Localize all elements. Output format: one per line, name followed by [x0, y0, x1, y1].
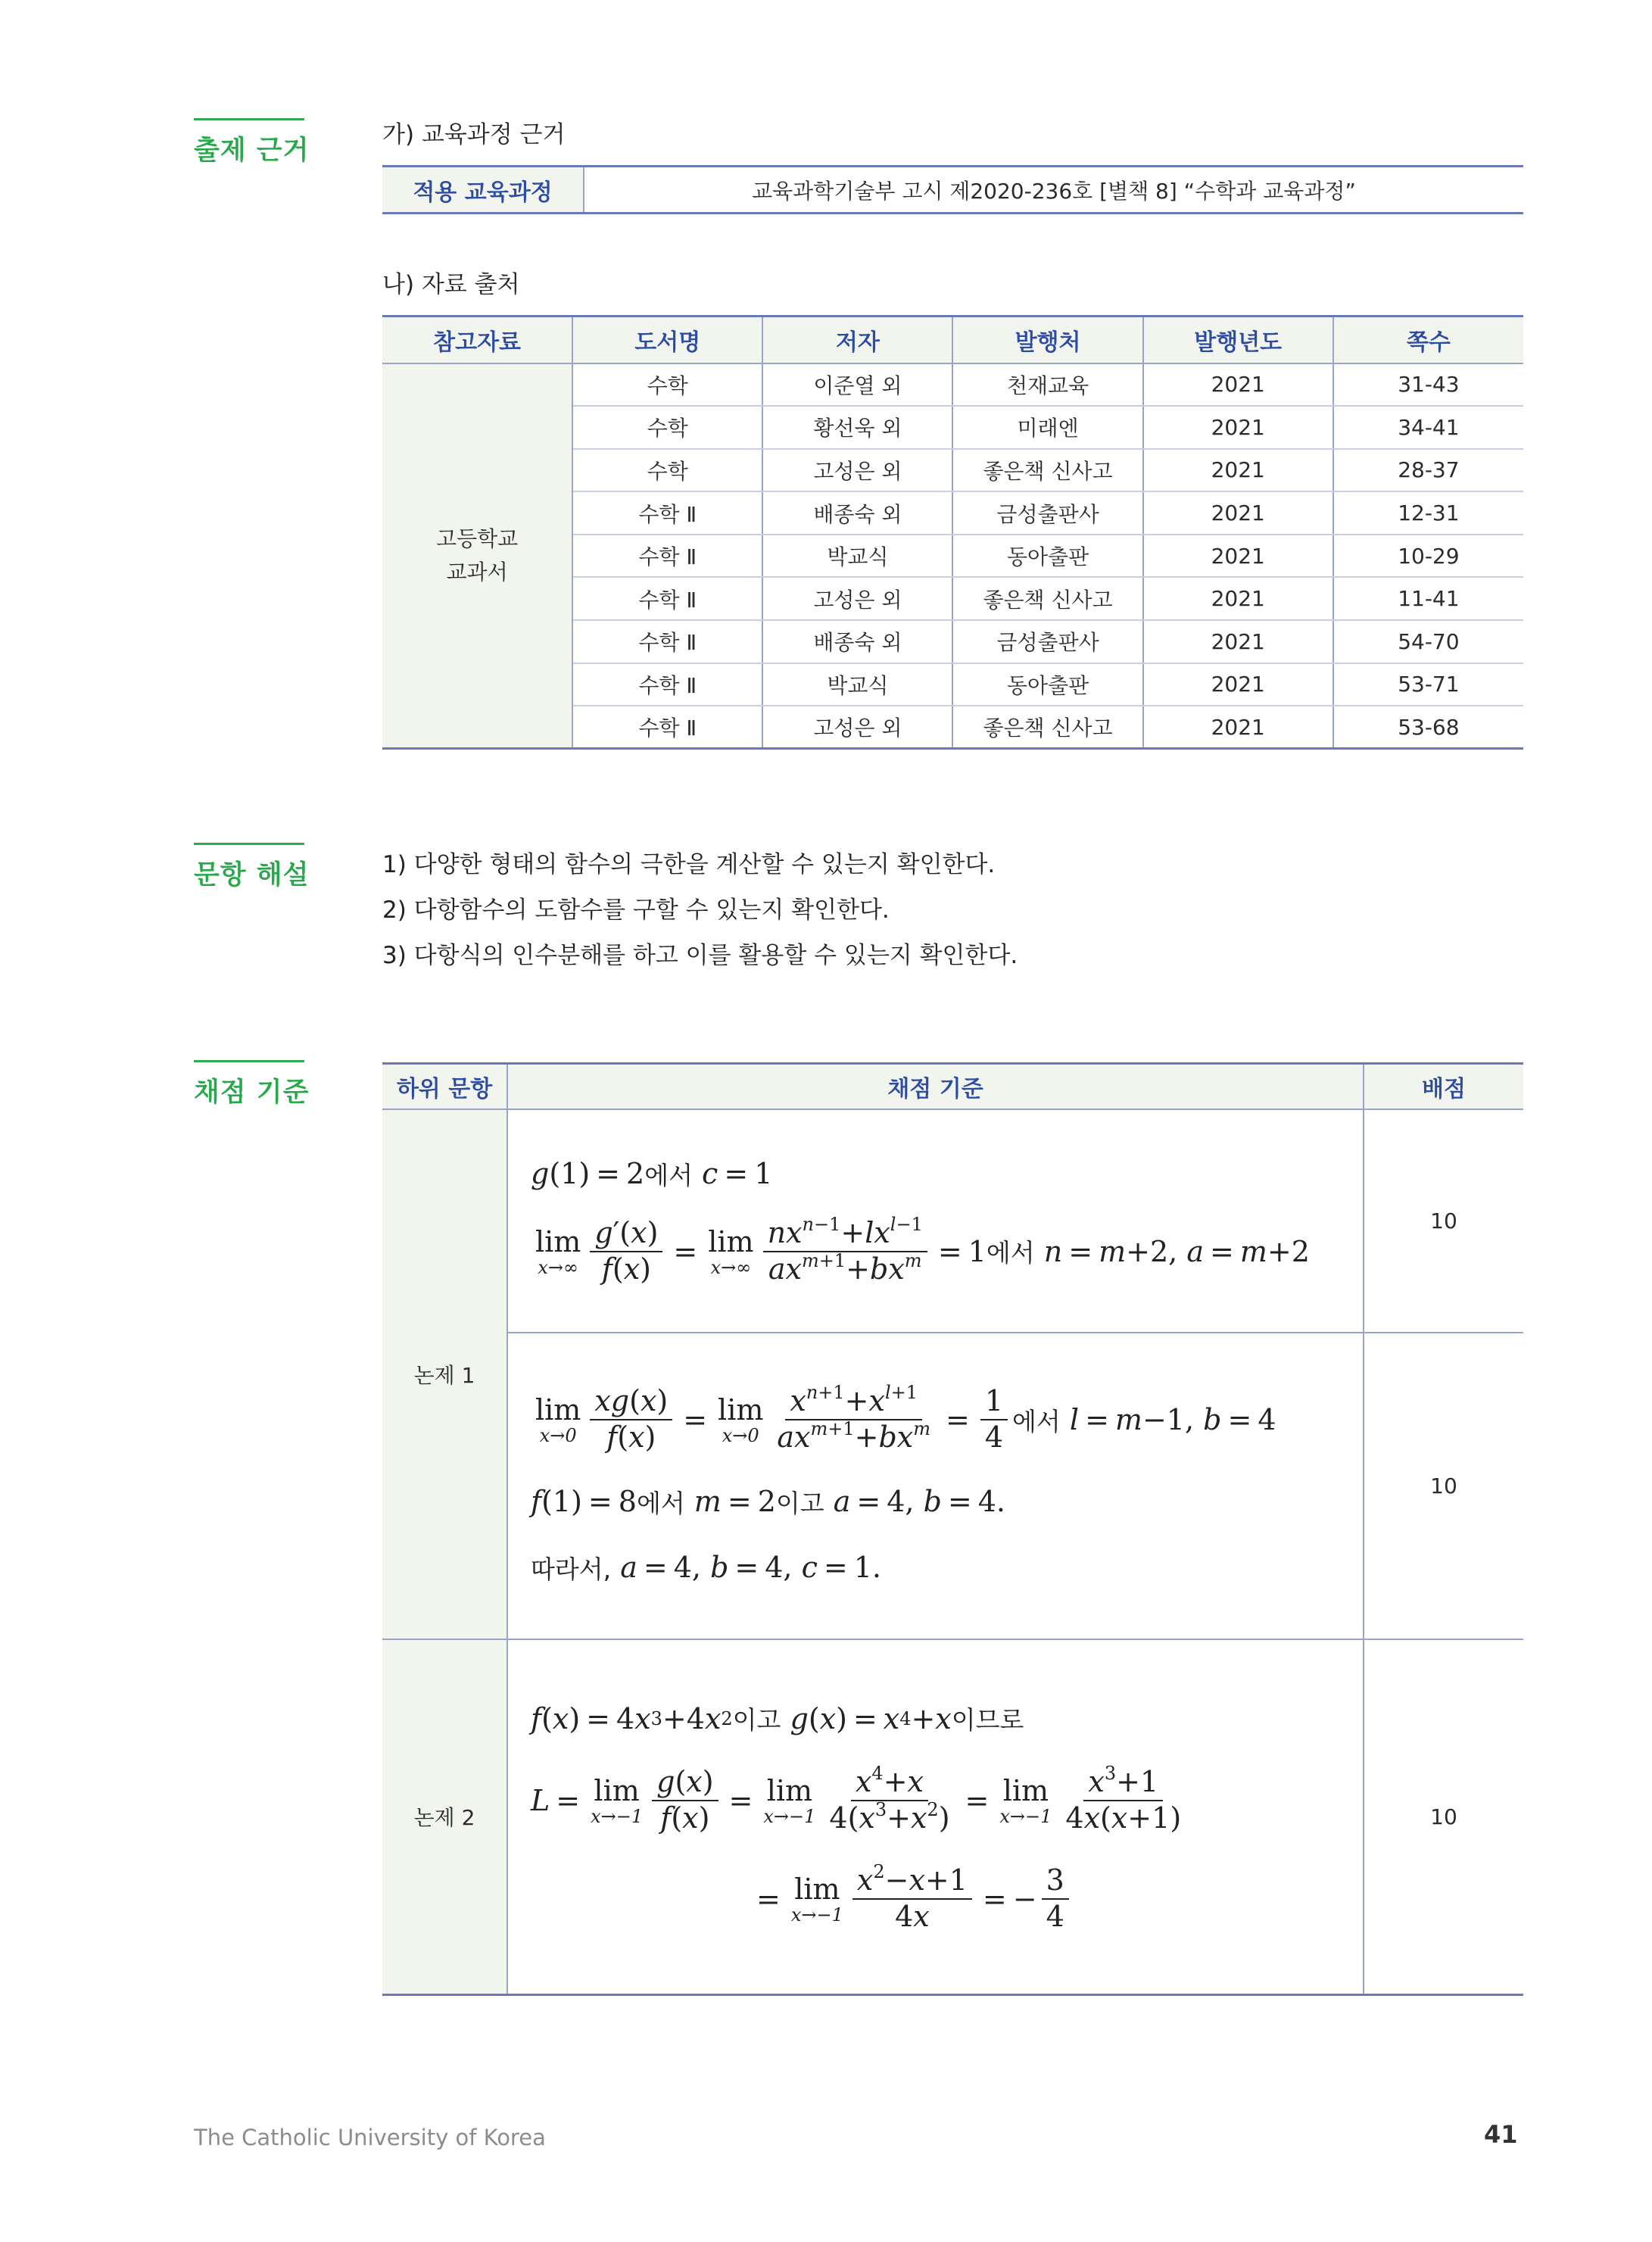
section-title-grading: 채점 기준 — [194, 1060, 304, 1109]
header-year: 발행년도 — [1143, 316, 1333, 363]
book-cell: 수학 — [572, 363, 762, 407]
header-author: 저자 — [762, 316, 952, 363]
question-label-1: 논제 1 — [382, 1109, 507, 1639]
book-cell: 수학 — [572, 406, 762, 449]
explanation-item: 1) 다양한 형태의 함수의 극한을 계산할 수 있는지 확인한다. — [382, 851, 996, 878]
author-cell: 고성은 외 — [762, 449, 952, 492]
pages-cell: 34-41 — [1333, 406, 1523, 449]
publisher-cell: 금성출판사 — [952, 491, 1142, 535]
criteria-cell — [507, 1639, 1364, 1995]
year-cell: 2021 — [1143, 449, 1333, 492]
section-title-explanation: 문항 해설 — [194, 843, 304, 892]
pages-cell: 53-71 — [1333, 663, 1523, 706]
year-cell: 2021 — [1143, 491, 1333, 535]
source-table-header — [382, 316, 1523, 363]
header-criteria: 채점 기준 — [507, 1064, 1364, 1109]
publisher-cell: 천재교육 — [952, 363, 1142, 407]
subheading-sources: 나) 자료 출처 — [382, 271, 520, 298]
year-cell: 2021 — [1143, 577, 1333, 620]
year-cell: 2021 — [1143, 406, 1333, 449]
publisher-cell: 미래엔 — [952, 406, 1142, 449]
equation-f1: f (1) = 8 에서 m = 2 이고 a = 4, b = 4. — [531, 1485, 1006, 1519]
publisher-cell: 금성출판사 — [952, 620, 1142, 663]
header-publisher: 발행처 — [952, 316, 1142, 363]
question-label-2: 논제 2 — [382, 1639, 507, 1995]
book-cell: 수학 Ⅱ — [572, 706, 762, 749]
criteria-cell — [507, 1333, 1364, 1639]
header-pages: 쪽수 — [1333, 316, 1523, 363]
author-cell: 배종숙 외 — [762, 491, 952, 535]
year-cell: 2021 — [1143, 706, 1333, 749]
publisher-cell: 좋은책 신사고 — [952, 706, 1142, 749]
book-cell: 수학 Ⅱ — [572, 620, 762, 663]
explanation-list — [382, 842, 1018, 978]
author-cell: 배종숙 외 — [762, 620, 952, 663]
author-cell: 황선욱 외 — [762, 406, 952, 449]
score-cell: 10 — [1364, 1109, 1523, 1333]
footer-university: The Catholic University of Korea — [194, 2125, 546, 2150]
grading-row — [382, 1639, 1523, 1995]
curriculum-table — [382, 165, 1523, 214]
book-cell: 수학 Ⅱ — [572, 663, 762, 706]
pages-cell: 12-31 — [1333, 491, 1523, 535]
pages-cell: 10-29 — [1333, 535, 1523, 578]
year-cell: 2021 — [1143, 363, 1333, 407]
book-cell: 수학 Ⅱ — [572, 535, 762, 578]
year-cell: 2021 — [1143, 620, 1333, 663]
equation-limit-infinity: lim x→∞ $\frac{g'(x)}{f(x)}$ = lim x→∞ $\frac{nx^{n-1}+lx^{l-1}}{ax^{m+1}+bx^m}$ = 1 에서 n = m +2, a = m +2 — [535, 1213, 1310, 1286]
publisher-cell: 동아출판 — [952, 535, 1142, 578]
pages-cell: 53-68 — [1398, 714, 1460, 740]
header-reference: 참고자료 — [382, 316, 572, 363]
curriculum-label: 적용 교육과정 — [382, 167, 584, 214]
curriculum-value: 교육과학기술부 고시 제2020-236호 [별책 8] “수학과 교육과정” — [752, 178, 1356, 204]
explanation-item: 2) 다항함수의 도함수를 구할 수 있는지 확인한다. — [382, 896, 890, 924]
source-row — [382, 363, 1523, 407]
pages-cell: 11-41 — [1333, 577, 1523, 620]
year-cell: 2021 — [1143, 663, 1333, 706]
author-cell: 박교식 — [762, 535, 952, 578]
pages-cell: 28-37 — [1333, 449, 1523, 492]
equation-g1: g (1) = 2 에서 c = 1 — [531, 1157, 773, 1191]
criteria-cell — [507, 1109, 1364, 1333]
publisher-cell: 좋은책 신사고 — [952, 577, 1142, 620]
equation-L-limit: L = lim x→−1 $\frac{g(x)}{f(x)}$ = lim x→−1 $\frac{x^4+x}{4(x^3+x^2)}$ = lim x→−1 $\frac{x^3+1}{4x(x+1)}$ — [531, 1763, 1182, 1835]
publisher-cell: 좋은책 신사고 — [952, 449, 1142, 492]
year-cell: 2021 — [1143, 535, 1333, 578]
grading-row — [382, 1333, 1523, 1639]
author-cell: 고성은 외 — [762, 577, 952, 620]
header-subquestion: 하위 문항 — [382, 1064, 507, 1109]
equation-f-g-def: f ( x ) = 4 x 3 +4 x 2 이고 g ( x ) = x 4 + x 이므로 — [531, 1701, 1024, 1735]
author-cell: 박교식 — [762, 663, 952, 706]
score-cell: 10 — [1430, 1804, 1457, 1829]
grading-row — [382, 1109, 1523, 1333]
author-cell: 이준열 외 — [762, 363, 952, 407]
grading-table — [382, 1062, 1523, 1996]
explanation-item: 3) 다항식의 인수분해를 하고 이를 활용할 수 있는지 확인한다. — [382, 942, 1018, 969]
score-cell: 10 — [1364, 1333, 1523, 1639]
book-cell: 수학 — [572, 449, 762, 492]
header-score: 배점 — [1364, 1064, 1523, 1109]
page-number: 41 — [1484, 2120, 1518, 2149]
source-table — [382, 315, 1523, 750]
grading-table-header — [382, 1064, 1523, 1109]
publisher-cell: 동아출판 — [952, 663, 1142, 706]
source-group-label: 고등학교 교과서 — [382, 363, 572, 749]
equation-conclusion: 따라서, a = 4, b = 4, c = 1. — [531, 1551, 881, 1585]
book-cell: 수학 Ⅱ — [572, 491, 762, 535]
pages-cell: 54-70 — [1333, 620, 1523, 663]
pages-cell: 31-43 — [1333, 363, 1523, 407]
equation-limit-zero: lim x→0 $\frac{xg(x)}{f(x)}$ = lim x→0 $\frac{x^{n+1}+x^{l+1}}{ax^{m+1}+bx^m}$ = $\frac{1}{4}$ 에서 l = m −1, b = 4 — [535, 1382, 1276, 1454]
equation-L-result: = lim x→−1 $\frac{x^2-x+1}{4x}$ = − $\frac{3}{4}$ — [531, 1865, 1363, 1933]
book-cell: 수학 Ⅱ — [572, 577, 762, 620]
section-title-basis: 출제 근거 — [194, 118, 304, 167]
author-cell: 고성은 외 — [762, 706, 952, 749]
subheading-curriculum: 가) 교육과정 근거 — [382, 121, 566, 148]
header-book: 도서명 — [572, 316, 762, 363]
